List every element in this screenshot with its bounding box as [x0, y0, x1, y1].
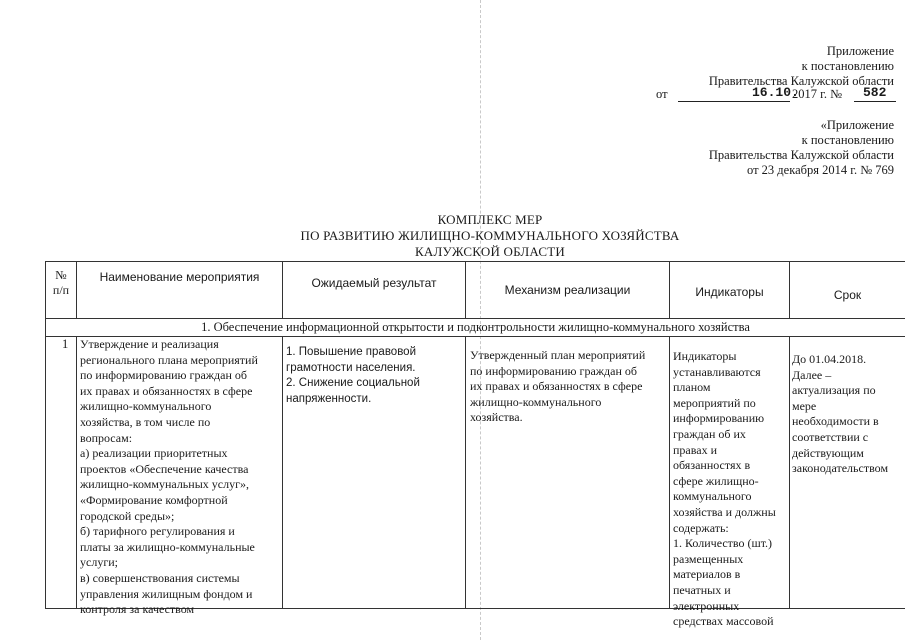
appendix-old-block	[600, 118, 894, 178]
date-value: 16.10.	[752, 85, 799, 100]
appendix-old-title: «Приложение	[820, 118, 894, 132]
document-title	[280, 212, 700, 260]
col-border-5b	[789, 336, 790, 608]
number-underline	[854, 101, 896, 102]
from-label: от	[656, 87, 668, 101]
title-line-3: КАЛУЖСКОЙ ОБЛАСТИ	[415, 244, 565, 259]
row-1-deadline: До 01.04.2018. Далее – актуализация по мере необходимости в соответствии с действующим законодательством	[792, 352, 889, 476]
col-border-3b	[465, 336, 466, 608]
row-1-mechanism: Утвержденный план мероприятий по информированию граждан об их правах и обязанностях в сфере жилищно-коммунального хозяйства.	[470, 348, 646, 425]
header-num: № п/п	[52, 268, 70, 297]
col-border-0	[45, 261, 46, 608]
title-line-1: КОМПЛЕКС МЕР	[437, 212, 543, 227]
row-1-result: 1. Повышение правовой грамотности населения. 2. Снижение социальной напряженности.	[286, 346, 420, 405]
header-bottom-border	[45, 318, 905, 319]
row-1-num: 1	[62, 337, 69, 351]
appendix-old-line4: от 23 декабря 2014 г. № 769	[746, 163, 894, 177]
col-border-1b	[76, 336, 77, 608]
col-border-2b	[282, 336, 283, 608]
header-deadline: Срок	[833, 288, 862, 302]
row-1-name: Утверждение и реализация регионального плана мероприятий по информированию граждан об их правах и обязанностях в сфере жилищно-коммунального хозяйства, в том числе по вопросам: а) реализации приоритетных проектов «Обеспечение качества жилищно-коммунальных услуг», «Формирование комфортной городской среды»; б) тарифного регулирования и платы за жилищно-коммунальные услуги; в) совершенствования системы управления жилищным фондом и контроля за качеством	[80, 337, 258, 617]
appendix-new-title: Приложение	[826, 44, 894, 58]
appendix-new-block	[600, 44, 894, 89]
appendix-new-line3: Правительства Калужской области	[708, 74, 894, 88]
header-name: Наименование мероприятия	[99, 270, 260, 284]
date-underline	[678, 101, 790, 102]
number-value: 582	[863, 85, 887, 100]
table-top-border	[45, 261, 905, 262]
year-number-label: 2017 г. №	[792, 87, 843, 101]
title-line-2: ПО РАЗВИТИЮ ЖИЛИЩНО-КОММУНАЛЬНОГО ХОЗЯЙСТВА	[300, 228, 680, 243]
appendix-old-line2: к постановлению	[801, 133, 894, 147]
col-border-4b	[669, 336, 670, 608]
appendix-new-line2: к постановлению	[801, 59, 894, 73]
header-indicators: Индикаторы	[695, 285, 764, 299]
row-1-indicators: Индикаторы устанавливаются планом мероприятий по информированию граждан об их правах и обязанностях в сфере жилищно- коммунального хозяйства и должны содержать: 1. Количество (шт.) размещенных материалов в печатных и электронных средствах массовой	[673, 349, 776, 629]
section-title: 1. Обеспечение информационной открытости и подконтрольности жилищно-коммунального хозяйства	[201, 320, 750, 334]
header-result: Ожидаемый результат	[311, 276, 437, 290]
header-mechanism: Механизм реализации	[504, 283, 631, 297]
appendix-old-line3: Правительства Калужской области	[708, 148, 894, 162]
appendix-new-date-line	[656, 87, 896, 105]
